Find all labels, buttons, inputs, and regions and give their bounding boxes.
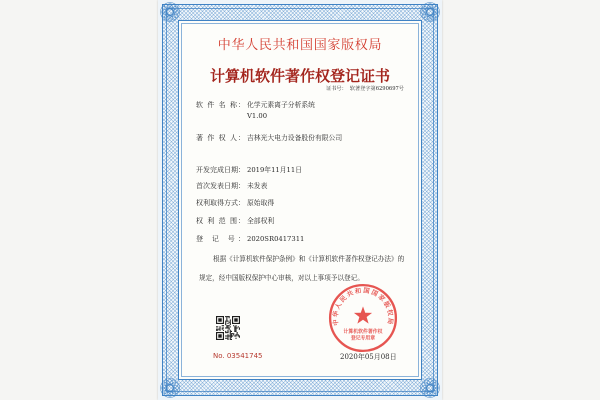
qr-module [226, 335, 227, 336]
qr-module [227, 326, 228, 327]
qr-module [226, 321, 227, 322]
qr-module [232, 333, 233, 334]
field-value: 吉林光大电力设备股份有限公司 [247, 134, 343, 142]
qr-module [230, 323, 231, 324]
field-value: 全部权利 [247, 217, 275, 225]
qr-module [229, 322, 230, 323]
qr-module [226, 318, 227, 319]
official-seal [328, 283, 398, 353]
seal-inner-text-line-2: 登记专用章 [350, 335, 376, 342]
field-value: 2020SR0417311 [247, 235, 305, 243]
qr-module [225, 331, 226, 332]
field-value: 2019年11月11日 [247, 166, 302, 174]
qr-module [226, 317, 227, 318]
qr-module [227, 338, 228, 339]
qr-module [230, 324, 231, 325]
qr-finder-bottom-left [216, 332, 224, 340]
qr-module [231, 335, 232, 336]
qr-module [231, 331, 232, 332]
qr-module [222, 325, 223, 326]
qr-module [227, 335, 228, 336]
seal-inner-text-line-1: 计算机软件著作权 [343, 328, 383, 335]
qr-module [225, 316, 226, 317]
field-label: 著 作 权 人： [196, 134, 245, 142]
statement-line-1: 根据《计算机软件保护条例》和《计算机软件著作权登记办法》的 [213, 255, 405, 263]
certificate-number-value: 软著登字第6290697号 [349, 86, 404, 92]
field-label: 权 利 范 围： [196, 217, 245, 225]
qr-module [223, 330, 224, 331]
qr-module [225, 324, 226, 325]
qr-module [216, 330, 217, 331]
qr-module [227, 327, 228, 328]
field-value: 化学元素离子分析系统 [247, 101, 315, 109]
qr-module [222, 327, 223, 328]
field-value: 未发表 [247, 182, 268, 190]
qr-module [230, 326, 231, 327]
certificate-number-label: 证书号： [326, 86, 347, 92]
qr-module [238, 334, 239, 335]
qr-module [225, 321, 226, 322]
qr-module [226, 327, 227, 328]
qr-module [227, 331, 228, 332]
qr-module [226, 326, 227, 327]
qr-module [238, 326, 239, 327]
field-value: 原始取得 [247, 199, 275, 207]
qr-module [234, 331, 235, 332]
qr-module [229, 325, 230, 326]
qr-module [230, 334, 231, 335]
qr-module [233, 333, 234, 334]
qr-module [239, 327, 240, 328]
qr-module [227, 334, 228, 335]
qr-module [234, 327, 235, 328]
corner-rosette-bottom-right [421, 379, 440, 398]
qr-module [225, 322, 226, 323]
qr-module [239, 335, 240, 336]
field-label: 开发完成日期： [196, 166, 245, 174]
qr-module [233, 325, 234, 326]
qr-module [234, 330, 235, 331]
qr-module [230, 330, 231, 331]
qr-module [235, 338, 236, 339]
qr-module [217, 326, 218, 327]
qr-module [225, 335, 226, 336]
qr-module [227, 316, 228, 317]
qr-module [223, 327, 224, 328]
serial-number: No. 03541745 [213, 352, 263, 360]
qr-module [237, 332, 238, 333]
qr-module [234, 326, 235, 327]
qr-module [227, 330, 228, 331]
qr-module [229, 316, 230, 317]
qr-module [222, 329, 223, 330]
qr-module [230, 331, 231, 332]
field-row-rights-scope [196, 217, 274, 226]
seal-outer-text [330, 285, 395, 326]
qr-module [235, 327, 236, 328]
qr-module [226, 319, 227, 320]
qr-module [219, 326, 220, 327]
field-row-completion-date [196, 166, 302, 175]
qr-finder-top-right [232, 316, 240, 324]
field-label: 软 件 名 称： [196, 101, 245, 109]
qr-module [225, 327, 226, 328]
qr-module [230, 332, 231, 333]
qr-module [225, 323, 226, 324]
qr-module [216, 326, 217, 327]
qr-module [237, 333, 238, 334]
qr-module [227, 325, 228, 326]
qr-module [235, 325, 236, 326]
field-label: 首次发表日期： [196, 182, 245, 190]
field-label: 登 记 号： [196, 235, 245, 243]
qr-module [219, 329, 220, 330]
qr-module [227, 332, 228, 333]
qr-module [229, 327, 230, 328]
qr-module [238, 335, 239, 336]
qr-module [231, 339, 232, 340]
qr-module [230, 322, 231, 323]
qr-module [235, 329, 236, 330]
qr-module [235, 331, 236, 332]
field-label: 权利取得方式： [196, 199, 245, 207]
qr-module [234, 329, 235, 330]
qr-module [230, 338, 231, 339]
qr-code [216, 316, 240, 340]
qr-module [233, 334, 234, 335]
qr-finder-top-left [216, 316, 224, 324]
field-row-copyright-owner [196, 134, 342, 143]
qr-module [216, 329, 217, 330]
qr-module [230, 333, 231, 334]
qr-module [235, 326, 236, 327]
qr-module [229, 317, 230, 318]
qr-module [229, 335, 230, 336]
field-row-first-publication [196, 182, 267, 191]
qr-module [232, 335, 233, 336]
certificate-title: 计算机软件著作权登记证书 [209, 67, 390, 85]
issue-date: 2020年05月08日 [340, 353, 397, 361]
qr-module [235, 330, 236, 331]
qr-module [223, 325, 224, 326]
qr-module [230, 339, 231, 340]
field-row-registration-number [196, 235, 304, 244]
qr-module [217, 329, 218, 330]
field-row-acquisition-method [196, 199, 274, 208]
seal-outer-text-path: 中华人民共和国国家版权局 [332, 287, 394, 327]
qr-module [237, 334, 238, 335]
qr-module [239, 337, 240, 338]
statement-line-2: 规定，经中国版权保护中心审核，对以上事项予以登记。 [199, 274, 364, 282]
qr-module [227, 321, 228, 322]
qr-module [218, 329, 219, 330]
qr-module [226, 316, 227, 317]
qr-module [235, 334, 236, 335]
corner-rosette-top-left [161, 3, 180, 22]
qr-module [225, 332, 226, 333]
qr-module [239, 329, 240, 330]
qr-module [230, 319, 231, 320]
qr-module [226, 332, 227, 333]
qr-module [230, 321, 231, 322]
qr-module [227, 337, 228, 338]
qr-module [219, 327, 220, 328]
qr-module [237, 327, 238, 328]
qr-module [230, 337, 231, 338]
issuer-name: 中华人民共和国国家版权局 [217, 38, 383, 53]
qr-module [235, 335, 236, 336]
qr-module [229, 329, 230, 330]
field-row-software-name [196, 101, 315, 110]
qr-module [217, 330, 218, 331]
software-version: V1.00 [247, 112, 268, 120]
qr-module [227, 323, 228, 324]
qr-module [226, 338, 227, 339]
qr-module [231, 337, 232, 338]
qr-module [230, 335, 231, 336]
qr-module [227, 339, 228, 340]
qr-module [226, 325, 227, 326]
certificate-number [326, 86, 404, 92]
qr-module [219, 330, 220, 331]
seal-star-icon [354, 306, 372, 323]
corner-rosette-top-right [421, 3, 440, 22]
qr-module [231, 333, 232, 334]
qr-module [231, 334, 232, 335]
qr-module [234, 335, 235, 336]
qr-module [225, 338, 226, 339]
corner-rosette-bottom-left [161, 379, 180, 398]
